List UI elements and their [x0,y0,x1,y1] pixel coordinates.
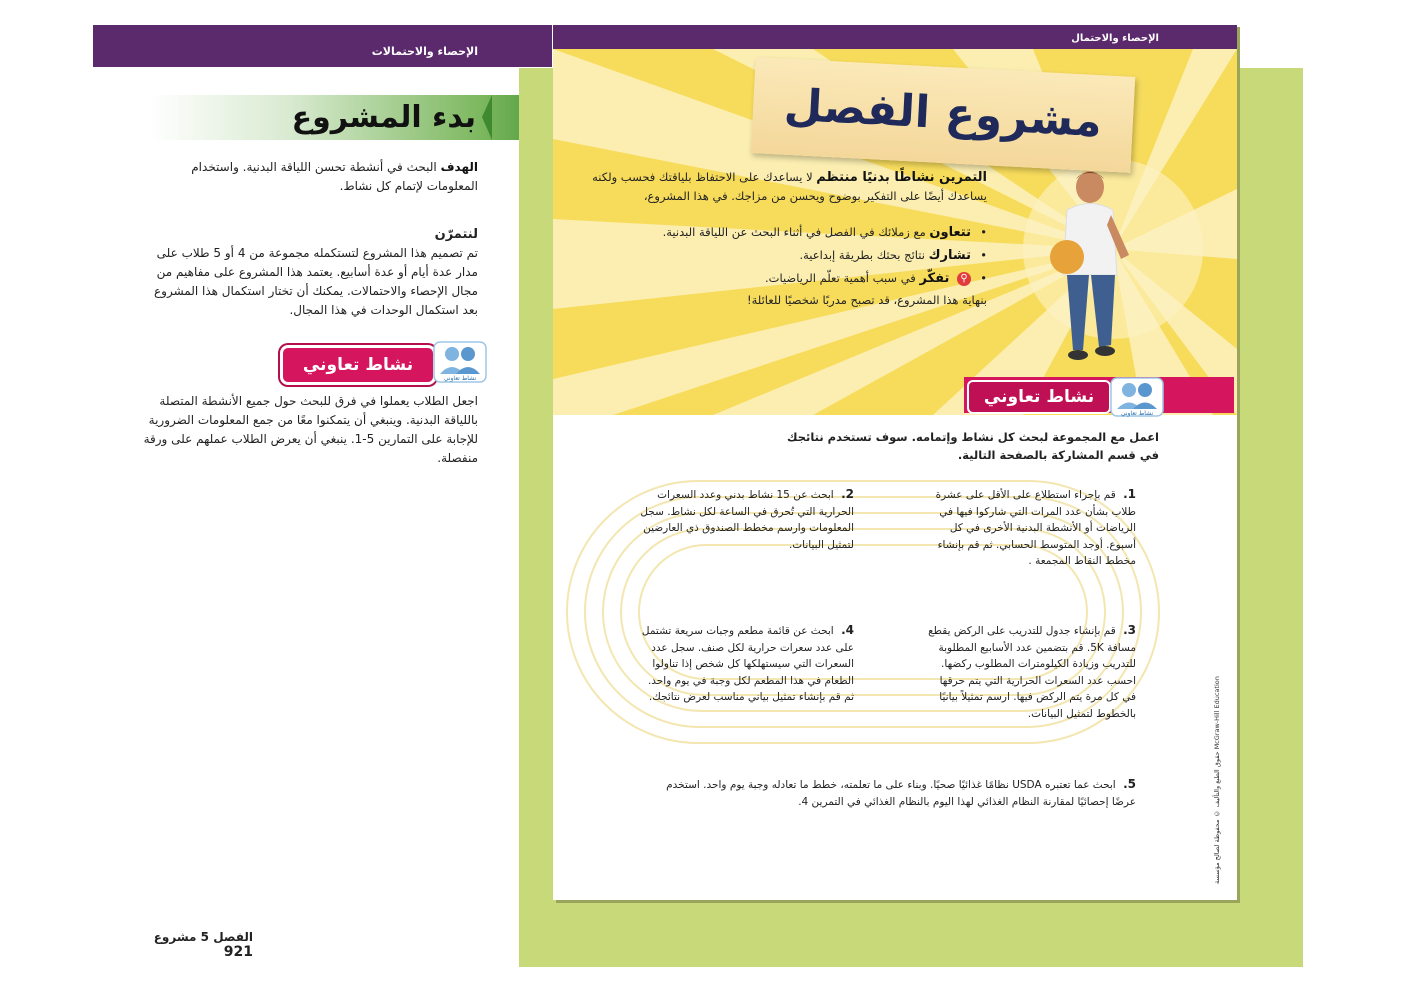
goal-label: الهدف [440,160,478,174]
cooperative-activity-text: اجعل الطلاب يعملوا في فرق للبحث حول جميع الأنشطة المتصلة باللياقة البدنية. وينبغي أن يتمكنوا معًا من جمع المعلومات الضرورية للإجابة على التمارين 5-1. ينبغي أن يعرض الطلاب عملهم على ورقة منفصلة. [143,394,478,465]
task-number: 1. [1123,487,1136,501]
page-number: 921 [223,944,253,960]
cooperative-activity-badge: نشاط تعاوني [967,380,1111,414]
task-4 [639,622,854,706]
list-item [613,244,987,267]
coop-icon-caption: نشاط تعاوني [1120,410,1154,417]
bullet-text: مع زملائك في الفصل في أثناء البحث عن اللياقة البدنية. [662,225,926,239]
footer-chapter: الفصل 5 [200,930,253,944]
coop-icon-caption: نشاط تعاوني [443,375,477,382]
bullet-bold: تشارك [928,248,971,263]
task-number: 2. [841,487,854,501]
bullet-bold: تفكّر [919,271,950,286]
student-page [553,25,1237,900]
copyright-side-credit: McGraw-Hill Education حقوق الطبع والتأليف © محفوظة لصالح مؤسسة [1213,676,1221,884]
work-instructions: اعمل مع المجموعة لبحث كل نشاط وإتمامه. سوف تستخدم نتائجك في قسم المشاركة بالصفحة التالية. [787,430,1159,462]
right-header-text: الإحصاء والاحتمال [1071,33,1159,44]
bullet-text: في سبب أهمية تعلّم الرياضيات. [764,271,916,285]
task-3 [923,622,1136,723]
list-item [613,221,987,244]
list-item [613,267,987,290]
intro-bold: التمرين نشاطًا بدنيًا منتظم [816,170,987,185]
footer-project: مشروع [153,930,197,944]
goal-text: البحث في أنشطة تحسن اللياقة البدنية. واستخدام المعلومات لإتمام كل نشاط. [191,160,478,193]
task-number: 4. [841,623,854,637]
task-text: قم بإجراء استطلاع على الأقل على عشرة طلاب بشأن عدد المرات التي شاركوا فيها في الرياضات أو الأنشطة البدنية الأخرى في كل أسبوع. أوجد المتوسط الحسابي. ثم قم بإنشاء مخطط النقاط المجمعة . [935,489,1136,568]
cooperative-activity-badge: نشاط تعاوني [280,345,436,385]
intro-text: لا يساعدك على الاحتفاظ بلياقتك فحسب ولكنه يساعدك أيضًا على التفكير بوضوح ويحسن من مزاجك. في هذا المشروع، [592,170,987,203]
cooperative-group-icon [1109,375,1165,419]
task-text: ابحث عن قائمة مطعم وجبات سريعة تشتمل على عدد سعرات حرارية لكل صنف. سجل عدد السعرات التي سيستهلكها كل شخص إذا تناولوا الطعام في هذا المطعم لكل وجبة في يوم واحد. ثم قم بإنشاء تمثيل بياني مناسب لعرض نتائجك. [641,625,854,704]
chapter-project-title: مشروع الفصل [782,79,1104,148]
left-page-header [93,25,552,67]
running-boy-photo [1045,165,1135,365]
closing-text: بنهاية هذا المشروع، قد تصبح مدربًا شخصيًا للعائلة! [746,293,987,307]
task-text: ابحث عن 15 نشاط بدني وعدد السعرات الحرارية التي تُحرق في الساعة لكل نشاط. سجل المعلومات وارسم مخطط الصندوق ذي العارضين لتمثيل البيانات. [640,489,854,551]
page-footer [133,930,253,960]
task-text: ابحث عما تعتبره USDA نظامًا غذائيًا صحيًا. وبناء على ما تعلمته، خطط ما تعادله وجبة يوم واحد. استخدم عرضًا إحصائيًا لمقارنة النظام الغذائي لهذا اليوم بالنظام الغذائي في التمرين 4. [666,779,1136,808]
begin-project-title: بدء المشروع [291,100,476,135]
cooperative-group-icon [432,338,488,384]
banner-notch [482,95,492,140]
right-page-header [553,25,1237,49]
task-text: قم بإنشاء جدول للتدريب على الركض يقطع مسافة 5K. قم بتضمين عدد الأسابيع المطلوبة للتدريب وزيادة الكيلومترات المطلوب ركضها. احسب عدد السعرات الحرارية التي يتم حرقها في كل مرة يتم الركض فيها. ارسم تمثيلاً بيانيًا بالخطوط لتمثيل البيانات. [928,625,1136,720]
task-number: 5. [1123,777,1136,791]
goals-list [613,221,987,290]
think-magnifier-icon: ⚲ [957,272,971,286]
task-2 [639,486,854,553]
bullet-bold: تتعاون [929,225,971,240]
task-1 [923,486,1136,570]
intro-paragraph [583,168,987,205]
practice-heading: لنتمرّن [434,227,478,242]
left-header-text: الإحصاء والاحتمالات [371,45,478,58]
task-number: 3. [1123,623,1136,637]
practice-text: تم تصميم هذا المشروع لتستكمله مجموعة من 4 أو 5 طلاب على مدار عدة أيام أو عدة أسابيع. يعتمد هذا المشروع على مفاهيم من مجال الإحصاء والاحتمالات. يمكنك أن تختار استكمال هذا المشروع بعد استكمال الوحدات في هذا المجال. [154,246,478,317]
bullet-text: نتائج بحثك بطريقة إبداعية. [799,248,925,262]
task-5 [663,776,1136,810]
goal-paragraph [150,158,478,196]
